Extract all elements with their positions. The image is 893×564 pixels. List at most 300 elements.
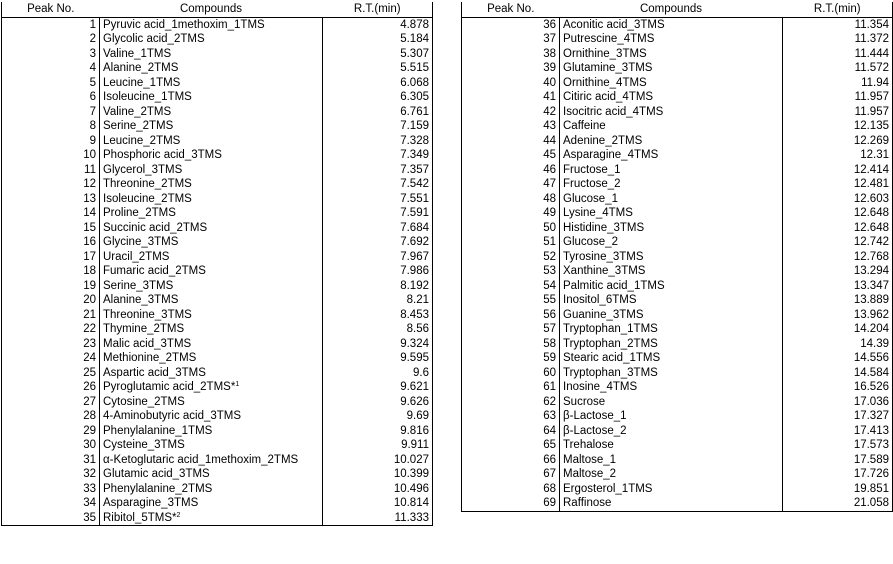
table-row bbox=[2, 221, 433, 236]
retention-time-cell: 11.333 bbox=[323, 511, 433, 526]
table-row bbox=[2, 467, 433, 482]
retention-time-cell: 17.589 bbox=[783, 453, 893, 468]
table-row bbox=[2, 482, 433, 497]
compound-name: Phosphoric acid_3TMS bbox=[103, 149, 222, 161]
compound-cell bbox=[560, 395, 783, 410]
compound-name: Asparagine_4TMS bbox=[563, 149, 659, 161]
peak-number-cell: 10 bbox=[2, 148, 100, 163]
retention-time-cell: 12.742 bbox=[783, 235, 893, 250]
peak-number-cell: 7 bbox=[2, 105, 100, 120]
peak-number-cell: 49 bbox=[462, 206, 560, 221]
table-row bbox=[2, 337, 433, 352]
peak-number-cell: 63 bbox=[462, 409, 560, 424]
compound-name: Glucose_1 bbox=[563, 192, 618, 205]
retention-time-cell: 9.911 bbox=[323, 438, 433, 453]
peak-number-cell: 57 bbox=[462, 322, 560, 337]
retention-time-cell: 10.496 bbox=[323, 482, 433, 497]
compound-name: Aconitic acid_3TMS bbox=[563, 18, 665, 31]
table-row bbox=[462, 337, 893, 352]
peak-number-cell: 32 bbox=[2, 467, 100, 482]
retention-time-cell: 17.413 bbox=[783, 424, 893, 439]
retention-time-cell: 7.591 bbox=[323, 206, 433, 221]
compound-cell bbox=[560, 17, 783, 32]
table-row bbox=[462, 264, 893, 279]
peak-number-cell: 39 bbox=[462, 61, 560, 76]
compound-cell bbox=[100, 409, 323, 424]
table-row bbox=[462, 380, 893, 395]
compound-name: Pyroglutamic acid_2TMS* bbox=[103, 381, 236, 393]
compound-cell bbox=[100, 380, 323, 395]
compound-name: Glycine_3TMS bbox=[103, 236, 179, 248]
retention-time-cell: 7.684 bbox=[323, 221, 433, 236]
compound-cell bbox=[100, 453, 323, 468]
table-row bbox=[2, 90, 433, 105]
compound-cell bbox=[560, 47, 783, 62]
compound-cell bbox=[560, 409, 783, 424]
peak-number-cell: 64 bbox=[462, 424, 560, 439]
compound-cell bbox=[100, 90, 323, 105]
peak-number-cell: 30 bbox=[2, 438, 100, 453]
retention-time-cell: 13.962 bbox=[783, 308, 893, 323]
peak-number-cell: 6 bbox=[2, 90, 100, 105]
compound-cell bbox=[100, 17, 323, 32]
retention-time-cell: 7.349 bbox=[323, 148, 433, 163]
compound-cell bbox=[100, 105, 323, 120]
compound-name: Adenine_2TMS bbox=[563, 134, 643, 147]
compound-name: β-Lactose_1 bbox=[563, 410, 627, 422]
retention-time-cell: 14.39 bbox=[783, 337, 893, 352]
compound-name: Asparagine_3TMS bbox=[103, 497, 199, 509]
compound-name: Ornithine_4TMS bbox=[563, 76, 647, 89]
compound-cell bbox=[560, 279, 783, 294]
table-row bbox=[2, 148, 433, 163]
table-row bbox=[462, 482, 893, 497]
table-row bbox=[462, 105, 893, 120]
header-peak-no: Peak No. bbox=[2, 2, 100, 17]
compound-cell bbox=[560, 496, 783, 511]
peak-number-cell: 29 bbox=[2, 424, 100, 439]
peak-number-cell: 59 bbox=[462, 351, 560, 366]
compound-cell bbox=[100, 163, 323, 178]
peak-number-cell: 15 bbox=[2, 221, 100, 236]
peak-number-cell: 38 bbox=[462, 47, 560, 62]
compound-name: Trehalose bbox=[563, 439, 614, 451]
peak-number-cell: 22 bbox=[2, 322, 100, 337]
peak-number-cell: 28 bbox=[2, 409, 100, 424]
table-row bbox=[2, 424, 433, 439]
compound-cell bbox=[560, 32, 783, 47]
compound-cell bbox=[100, 322, 323, 337]
table-row bbox=[2, 496, 433, 511]
compound-cell bbox=[560, 163, 783, 178]
compound-cell bbox=[560, 148, 783, 163]
peak-number-cell: 5 bbox=[2, 76, 100, 91]
peak-number-cell: 8 bbox=[2, 119, 100, 134]
table-row bbox=[462, 409, 893, 424]
compound-cell bbox=[100, 438, 323, 453]
compound-name: Methionine_2TMS bbox=[103, 352, 197, 364]
compound-name: Sucrose bbox=[563, 395, 606, 408]
compound-name: Pyruvic acid_1methoxim_1TMS bbox=[103, 18, 265, 31]
table-row bbox=[462, 366, 893, 381]
retention-time-cell: 12.481 bbox=[783, 177, 893, 192]
compound-cell bbox=[100, 395, 323, 410]
peak-number-cell: 51 bbox=[462, 235, 560, 250]
retention-time-cell: 10.027 bbox=[323, 453, 433, 468]
compound-name: Glucose_2 bbox=[563, 236, 618, 248]
peak-number-cell: 2 bbox=[2, 32, 100, 47]
compound-name: Serine_3TMS bbox=[103, 279, 174, 292]
peak-number-cell: 20 bbox=[2, 293, 100, 308]
retention-time-cell: 21.058 bbox=[783, 496, 893, 511]
peak-number-cell: 44 bbox=[462, 134, 560, 149]
peak-number-cell: 11 bbox=[2, 163, 100, 178]
retention-time-cell: 11.572 bbox=[783, 61, 893, 76]
compound-name: Ribitol_5TMS* bbox=[103, 511, 177, 524]
compound-cell bbox=[560, 322, 783, 337]
compound-cell bbox=[560, 105, 783, 120]
table-row bbox=[2, 192, 433, 207]
compound-cell bbox=[100, 308, 323, 323]
table-row bbox=[2, 322, 433, 337]
compound-name: Threonine_3TMS bbox=[103, 308, 192, 321]
compound-name: Threonine_2TMS bbox=[103, 178, 192, 190]
peak-number-cell: 12 bbox=[2, 177, 100, 192]
compound-cell bbox=[560, 192, 783, 207]
peak-number-cell: 67 bbox=[462, 467, 560, 482]
table-row bbox=[2, 264, 433, 279]
header-rt: R.T.(min) bbox=[783, 2, 893, 17]
compound-name: Proline_2TMS bbox=[103, 207, 176, 219]
peak-number-cell: 1 bbox=[2, 17, 100, 32]
compound-cell bbox=[100, 235, 323, 250]
retention-time-cell: 14.204 bbox=[783, 322, 893, 337]
compound-name: Tyrosine_3TMS bbox=[563, 250, 644, 263]
peak-number-cell: 58 bbox=[462, 337, 560, 352]
compound-name: Palmitic acid_1TMS bbox=[563, 279, 665, 292]
compound-cell bbox=[100, 134, 323, 149]
table-row bbox=[2, 293, 433, 308]
retention-time-cell: 11.94 bbox=[783, 76, 893, 91]
compound-cell bbox=[560, 119, 783, 134]
peak-number-cell: 25 bbox=[2, 366, 100, 381]
table-row bbox=[462, 206, 893, 221]
peak-number-cell: 53 bbox=[462, 264, 560, 279]
table-header-row bbox=[2, 2, 433, 17]
retention-time-cell: 12.603 bbox=[783, 192, 893, 207]
retention-time-cell: 11.372 bbox=[783, 32, 893, 47]
table-row bbox=[462, 134, 893, 149]
retention-time-cell: 8.21 bbox=[323, 293, 433, 308]
peak-number-cell: 46 bbox=[462, 163, 560, 178]
retention-time-cell: 9.595 bbox=[323, 351, 433, 366]
header-compounds: Compounds bbox=[560, 2, 783, 17]
retention-time-cell: 14.556 bbox=[783, 351, 893, 366]
table-row bbox=[2, 134, 433, 149]
compound-cell bbox=[100, 177, 323, 192]
compound-cell bbox=[100, 192, 323, 207]
compound-cell bbox=[560, 264, 783, 279]
compound-cell bbox=[100, 496, 323, 511]
peak-number-cell: 17 bbox=[2, 250, 100, 265]
table-row bbox=[462, 221, 893, 236]
compound-cell bbox=[100, 264, 323, 279]
retention-time-cell: 12.414 bbox=[783, 163, 893, 178]
table-row bbox=[462, 496, 893, 511]
retention-time-cell: 10.399 bbox=[323, 467, 433, 482]
compound-cell bbox=[100, 250, 323, 265]
table-row bbox=[2, 105, 433, 120]
compound-name: Maltose_1 bbox=[563, 453, 617, 466]
table-row bbox=[2, 163, 433, 178]
table-row bbox=[462, 192, 893, 207]
compound-name: Maltose_2 bbox=[563, 468, 617, 480]
retention-time-cell: 11.444 bbox=[783, 47, 893, 62]
compound-name: Malic acid_3TMS bbox=[103, 337, 192, 350]
peak-number-cell: 34 bbox=[2, 496, 100, 511]
compound-cell bbox=[100, 279, 323, 294]
compound-cell bbox=[100, 366, 323, 381]
retention-time-cell: 13.347 bbox=[783, 279, 893, 294]
compound-cell bbox=[560, 235, 783, 250]
peak-number-cell: 65 bbox=[462, 438, 560, 453]
peak-number-cell: 56 bbox=[462, 308, 560, 323]
table-row bbox=[2, 17, 433, 32]
compound-name: Putrescine_4TMS bbox=[563, 33, 655, 45]
peak-number-cell: 33 bbox=[2, 482, 100, 497]
compound-name: Isocitric acid_4TMS bbox=[563, 105, 664, 118]
retention-time-cell: 8.192 bbox=[323, 279, 433, 294]
table-row bbox=[2, 279, 433, 294]
table-row bbox=[462, 119, 893, 134]
peak-number-cell: 60 bbox=[462, 366, 560, 381]
peak-number-cell: 45 bbox=[462, 148, 560, 163]
compound-name: Uracil_2TMS bbox=[103, 250, 170, 263]
table-row bbox=[462, 235, 893, 250]
compound-name: Cysteine_3TMS bbox=[103, 439, 185, 451]
table-row bbox=[462, 163, 893, 178]
retention-time-cell: 11.957 bbox=[783, 105, 893, 120]
compound-cell bbox=[100, 293, 323, 308]
compound-name: Phenylalanine_1TMS bbox=[103, 424, 213, 437]
retention-time-cell: 17.726 bbox=[783, 467, 893, 482]
header-peak-no: Peak No. bbox=[462, 2, 560, 17]
footnote-marker: 1 bbox=[235, 381, 240, 388]
compound-cell bbox=[100, 424, 323, 439]
retention-time-cell: 12.269 bbox=[783, 134, 893, 149]
compound-name: Valine_1TMS bbox=[103, 47, 172, 60]
table-row bbox=[462, 177, 893, 192]
compound-cell bbox=[100, 206, 323, 221]
compound-cell bbox=[100, 47, 323, 62]
retention-time-cell: 13.889 bbox=[783, 293, 893, 308]
compound-name: Guanine_3TMS bbox=[563, 308, 644, 321]
peak-number-cell: 36 bbox=[462, 17, 560, 32]
compound-name: Alanine_3TMS bbox=[103, 294, 179, 306]
retention-time-cell: 6.761 bbox=[323, 105, 433, 120]
compound-name: Citiric acid_4TMS bbox=[563, 91, 654, 103]
retention-time-cell: 7.357 bbox=[323, 163, 433, 178]
table-row bbox=[462, 47, 893, 62]
peak-number-cell: 47 bbox=[462, 177, 560, 192]
retention-time-cell: 7.967 bbox=[323, 250, 433, 265]
retention-time-cell: 5.307 bbox=[323, 47, 433, 62]
compound-cell bbox=[100, 351, 323, 366]
compound-cell bbox=[560, 177, 783, 192]
peak-number-cell: 31 bbox=[2, 453, 100, 468]
retention-time-cell: 12.768 bbox=[783, 250, 893, 265]
table-row bbox=[2, 235, 433, 250]
retention-time-cell: 9.69 bbox=[323, 409, 433, 424]
peak-number-cell: 4 bbox=[2, 61, 100, 76]
peak-table-right bbox=[461, 2, 893, 512]
retention-time-cell: 7.692 bbox=[323, 235, 433, 250]
table-row bbox=[462, 453, 893, 468]
table-row bbox=[2, 47, 433, 62]
compound-name: Tryptophan_1TMS bbox=[563, 323, 658, 335]
retention-time-cell: 17.573 bbox=[783, 438, 893, 453]
compound-cell bbox=[560, 453, 783, 468]
compound-cell bbox=[560, 90, 783, 105]
retention-time-cell: 14.584 bbox=[783, 366, 893, 381]
compound-cell bbox=[560, 308, 783, 323]
compound-name: Tryptophan_2TMS bbox=[563, 337, 658, 350]
footnote-marker: 2 bbox=[176, 511, 181, 519]
compound-name: Histidine_3TMS bbox=[563, 221, 645, 234]
peak-number-cell: 54 bbox=[462, 279, 560, 294]
compound-name: β-Lactose_2 bbox=[563, 424, 627, 437]
compound-name: Inositol_6TMS bbox=[563, 294, 637, 306]
table-row bbox=[462, 322, 893, 337]
peak-number-cell: 52 bbox=[462, 250, 560, 265]
retention-time-cell: 7.159 bbox=[323, 119, 433, 134]
compound-name: α-Ketoglutaric acid_1methoxim_2TMS bbox=[103, 453, 299, 466]
compound-name: Glutamine_3TMS bbox=[563, 62, 653, 74]
compound-name: 4-Aminobutyric acid_3TMS bbox=[103, 410, 242, 422]
compound-name: Stearic acid_1TMS bbox=[563, 352, 661, 364]
table-header-row bbox=[462, 2, 893, 17]
compound-name: Cytosine_2TMS bbox=[103, 395, 185, 408]
compound-name: Isoleucine_2TMS bbox=[103, 192, 192, 205]
compound-name: Ornithine_3TMS bbox=[563, 47, 647, 60]
peak-number-cell: 24 bbox=[2, 351, 100, 366]
compound-name: Leucine_1TMS bbox=[103, 76, 181, 89]
compound-name: Succinic acid_2TMS bbox=[103, 221, 208, 234]
retention-time-cell: 13.294 bbox=[783, 264, 893, 279]
compound-cell bbox=[100, 76, 323, 91]
compound-name: Isoleucine_1TMS bbox=[103, 91, 192, 103]
compound-name: Xanthine_3TMS bbox=[563, 265, 646, 277]
retention-time-cell: 8.56 bbox=[323, 322, 433, 337]
peak-number-cell: 43 bbox=[462, 119, 560, 134]
peak-number-cell: 27 bbox=[2, 395, 100, 410]
compound-name: Tryptophan_3TMS bbox=[563, 366, 658, 379]
table-row bbox=[2, 453, 433, 468]
compound-cell bbox=[100, 337, 323, 352]
table-row bbox=[2, 438, 433, 453]
compound-cell bbox=[100, 482, 323, 497]
compound-name: Alanine_2TMS bbox=[103, 62, 179, 74]
retention-time-cell: 5.515 bbox=[323, 61, 433, 76]
compound-name: Glycolic acid_2TMS bbox=[103, 33, 205, 45]
table-row bbox=[2, 61, 433, 76]
peak-table-left bbox=[1, 2, 433, 526]
table-row bbox=[2, 395, 433, 410]
peak-number-cell: 48 bbox=[462, 192, 560, 207]
peak-number-cell: 9 bbox=[2, 134, 100, 149]
peak-number-cell: 35 bbox=[2, 511, 100, 526]
retention-time-cell: 17.327 bbox=[783, 409, 893, 424]
table-row bbox=[2, 409, 433, 424]
retention-time-cell: 6.305 bbox=[323, 90, 433, 105]
compound-cell bbox=[560, 76, 783, 91]
compound-name: Serine_2TMS bbox=[103, 120, 174, 132]
retention-time-cell: 12.648 bbox=[783, 221, 893, 236]
retention-time-cell: 17.036 bbox=[783, 395, 893, 410]
table-row bbox=[2, 250, 433, 265]
compound-cell bbox=[100, 511, 323, 526]
compound-cell bbox=[560, 351, 783, 366]
compound-name: Lysine_4TMS bbox=[563, 207, 633, 219]
compound-name: Fumaric acid_2TMS bbox=[103, 265, 206, 277]
peak-number-cell: 19 bbox=[2, 279, 100, 294]
compound-name: Valine_2TMS bbox=[103, 105, 172, 118]
compound-cell bbox=[560, 61, 783, 76]
retention-time-cell: 7.986 bbox=[323, 264, 433, 279]
compound-name: Aspartic acid_3TMS bbox=[103, 366, 206, 379]
compound-cell bbox=[560, 134, 783, 149]
retention-time-cell: 16.526 bbox=[783, 380, 893, 395]
retention-time-cell: 12.135 bbox=[783, 119, 893, 134]
compound-cell bbox=[560, 221, 783, 236]
table-row bbox=[2, 308, 433, 323]
compound-name: Raffinose bbox=[563, 497, 612, 509]
table-row bbox=[2, 366, 433, 381]
peak-number-cell: 66 bbox=[462, 453, 560, 468]
retention-time-cell: 9.816 bbox=[323, 424, 433, 439]
retention-time-cell: 9.6 bbox=[323, 366, 433, 381]
peak-number-cell: 3 bbox=[2, 47, 100, 62]
peak-number-cell: 18 bbox=[2, 264, 100, 279]
retention-time-cell: 7.542 bbox=[323, 177, 433, 192]
peak-number-cell: 50 bbox=[462, 221, 560, 236]
compound-cell bbox=[560, 293, 783, 308]
retention-time-cell: 8.453 bbox=[323, 308, 433, 323]
table-row bbox=[462, 32, 893, 47]
table-row bbox=[462, 293, 893, 308]
table-row bbox=[462, 308, 893, 323]
retention-time-cell: 7.551 bbox=[323, 192, 433, 207]
peak-number-cell: 69 bbox=[462, 496, 560, 511]
compound-cell bbox=[560, 206, 783, 221]
peak-number-cell: 41 bbox=[462, 90, 560, 105]
compound-cell bbox=[560, 424, 783, 439]
table-row bbox=[462, 351, 893, 366]
table-row bbox=[462, 279, 893, 294]
compound-name: Ergosterol_1TMS bbox=[563, 482, 653, 495]
table-row bbox=[462, 395, 893, 410]
compound-name: Glycerol_3TMS bbox=[103, 163, 183, 176]
peak-number-cell: 42 bbox=[462, 105, 560, 120]
peak-number-cell: 40 bbox=[462, 76, 560, 91]
table-row bbox=[2, 351, 433, 366]
peak-number-cell: 61 bbox=[462, 380, 560, 395]
table-row bbox=[462, 438, 893, 453]
retention-time-cell: 12.31 bbox=[783, 148, 893, 163]
retention-time-cell: 4.878 bbox=[323, 17, 433, 32]
table-row bbox=[2, 76, 433, 91]
header-compounds: Compounds bbox=[100, 2, 323, 17]
